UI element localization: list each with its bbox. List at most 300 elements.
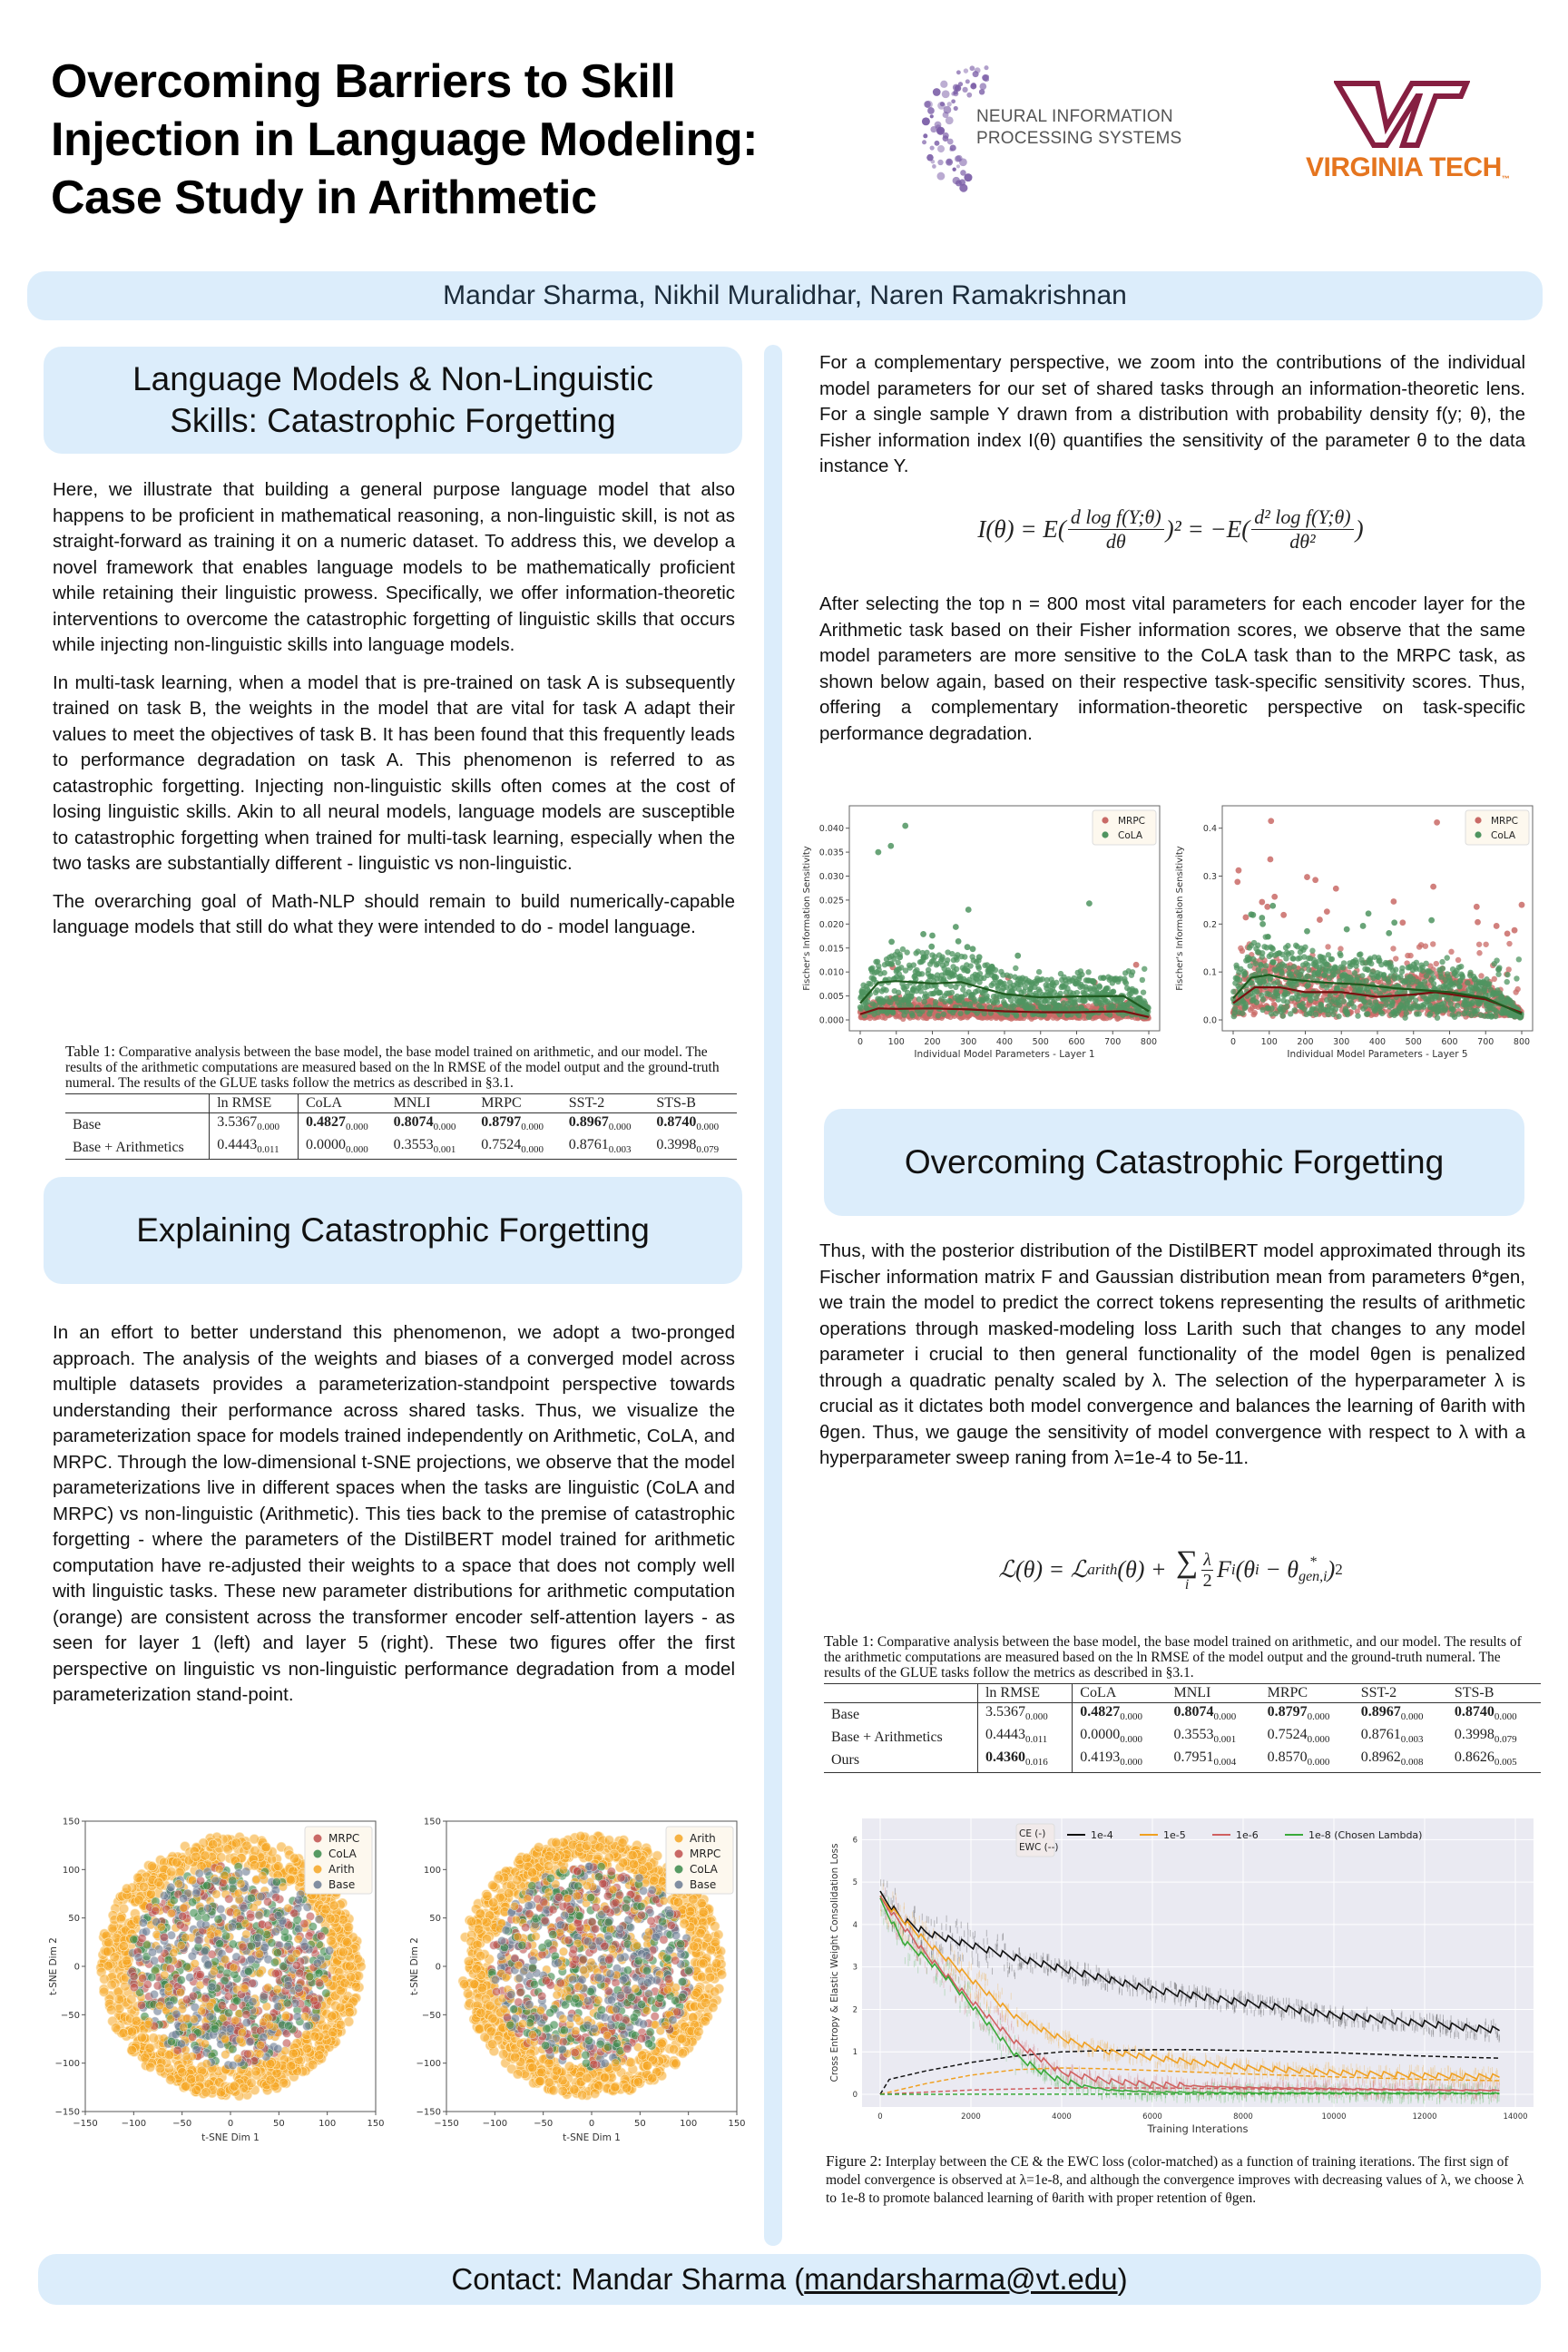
column-header: STS-B <box>649 1094 737 1113</box>
point-arith <box>202 2060 211 2068</box>
point-base <box>623 1986 632 1994</box>
point-arith <box>472 1965 481 1974</box>
table-cell <box>387 1136 475 1160</box>
logo-dot <box>964 173 972 181</box>
logo-dot <box>973 71 979 77</box>
point-mrpc <box>310 1996 318 2004</box>
column-header: CoLA <box>298 1094 386 1113</box>
x-tick-label: 100 <box>318 2119 337 2129</box>
fraction <box>1068 505 1164 554</box>
point-arith <box>139 1882 148 1891</box>
point-base <box>300 1942 309 1950</box>
point-mrpc <box>607 1867 615 1876</box>
point-arith <box>717 1970 726 1979</box>
point-arith <box>221 1955 230 1964</box>
cell-value: 0.8967 <box>568 1114 609 1130</box>
table-cell <box>474 1136 562 1160</box>
title-line: Overcoming Barriers to Skill <box>51 55 676 108</box>
point-base <box>254 1934 262 1942</box>
point-cola <box>656 1994 664 2002</box>
point-cola <box>273 1948 281 1956</box>
legend <box>305 1827 372 1894</box>
legend-label: MRPC <box>328 1832 360 1845</box>
point-arith <box>502 1974 510 1982</box>
point-base <box>274 1911 282 1919</box>
point-arith <box>114 1994 123 2004</box>
point-base <box>556 1921 564 1929</box>
logo-dot <box>924 101 931 108</box>
legend-marker <box>675 1835 683 1843</box>
point-arith <box>145 2063 154 2072</box>
point-arith <box>697 1972 706 1981</box>
point-base <box>325 1946 333 1955</box>
x-tick-label: −150 <box>434 2119 459 2129</box>
point-base <box>594 1974 603 1982</box>
point-base <box>665 1946 673 1955</box>
point-arith <box>157 1923 165 1931</box>
cell-std: 0.000 <box>521 1144 544 1156</box>
point-arith <box>476 2008 485 2017</box>
table-cell <box>562 1113 650 1137</box>
point-arith <box>116 1914 125 1923</box>
row-label: Base <box>73 1117 102 1133</box>
paragraph: In multi-task learning, when a model that is pre-trained on task A is subsequently trained on task B, the weights in the model that are vital for task A adapt their values to meet the objectives of task B. It has been found that this frequently leads to performance degradation on task A. This phenomenon is referred to as catastrophic forgetting. Injecting non-linguistic skills often comes at the cost of losing linguistic skills. Akin to all neural models, language models are susceptible to catastrophic forgetting when trained for multi-task learning, especially when the two tasks are substantially different - linguistic vs non-linguistic. <box>53 671 735 874</box>
point-arith <box>119 1904 128 1913</box>
point-arith <box>466 1916 475 1926</box>
point-mrpc <box>272 1893 280 1901</box>
point-cola <box>220 1976 229 1984</box>
point-arith <box>528 2063 537 2073</box>
table-cell <box>562 1136 650 1160</box>
point-arith <box>710 1987 720 1996</box>
point-mrpc <box>612 1978 620 1986</box>
point-arith <box>137 2033 146 2042</box>
point-arith <box>514 1961 523 1969</box>
point-mrpc <box>176 1921 184 1929</box>
point-arith <box>537 2068 546 2077</box>
y-tick-label: −100 <box>416 2059 441 2070</box>
point-base <box>255 1911 263 1919</box>
point-mrpc <box>549 1906 557 1914</box>
point-base <box>561 1911 569 1919</box>
point-cola <box>211 2024 219 2033</box>
point-cola <box>612 2039 621 2047</box>
point-arith <box>180 2024 188 2032</box>
point-arith <box>100 1975 109 1984</box>
point-arith <box>242 1841 251 1850</box>
logo-dot <box>953 84 960 92</box>
point-mrpc <box>173 2046 181 2054</box>
vt-logo-text <box>1306 152 1509 183</box>
point-base <box>249 1997 257 2005</box>
virginia-tech-logo <box>1293 74 1538 192</box>
point-arith <box>544 1888 553 1896</box>
point-base <box>148 1948 156 1956</box>
table-row <box>65 1113 737 1137</box>
point-arith <box>532 1932 540 1940</box>
tsne-layer5-svg <box>407 1801 760 2155</box>
point-arith <box>327 1936 336 1945</box>
logo-dot <box>922 117 930 125</box>
point-base <box>642 1952 651 1960</box>
table1-left <box>65 1044 737 1160</box>
point-mrpc <box>139 1975 147 1983</box>
logo-dot <box>959 184 967 192</box>
point-mrpc <box>130 1984 138 1992</box>
point-arith <box>608 1945 616 1953</box>
legend-marker <box>314 1881 322 1889</box>
point-arith <box>534 1843 544 1852</box>
point-arith <box>301 2013 309 2021</box>
logo-dot <box>962 87 967 93</box>
point-arith <box>127 2045 136 2054</box>
point-base <box>150 1956 158 1965</box>
point-arith <box>338 1947 348 1956</box>
point-base <box>274 2003 282 2011</box>
point-arith <box>209 1839 218 1848</box>
point-mrpc <box>201 2023 210 2031</box>
point-cola <box>597 1863 605 1871</box>
point-arith <box>273 1985 281 1994</box>
point-arith <box>201 2088 211 2097</box>
point-arith <box>191 2085 201 2094</box>
point-base <box>293 2013 301 2021</box>
point-mrpc <box>160 1933 168 1941</box>
point-cola <box>309 1923 317 1931</box>
point-arith <box>201 1851 210 1860</box>
point-arith <box>257 2041 265 2049</box>
point-arith <box>609 1886 617 1894</box>
point-arith <box>190 2015 198 2024</box>
point-arith <box>527 1868 536 1877</box>
x-tick-label: 100 <box>680 2119 698 2129</box>
x-tick-label: −150 <box>73 2119 98 2129</box>
authors: Mandar Sharma, Nikhil Muralidhar, Naren Ramakrishnan <box>443 280 1127 310</box>
cell-value: 0.8740 <box>656 1114 697 1130</box>
y-tick-label: −150 <box>416 2107 441 2118</box>
point-arith <box>201 2040 209 2048</box>
legend-marker <box>314 1835 322 1843</box>
tsne-layer1-chart <box>45 1801 399 2155</box>
point-cola <box>630 2014 638 2022</box>
point-mrpc <box>571 2048 579 2056</box>
point-cola <box>560 2026 568 2034</box>
section-title-line: Language Models & Non-Linguistic <box>132 360 653 397</box>
point-base <box>607 1996 615 2004</box>
numerator: d log f(Y;θ) <box>1068 505 1164 530</box>
point-arith <box>544 2078 554 2087</box>
point-mrpc <box>615 1891 623 1899</box>
point-mrpc <box>138 1934 146 1942</box>
point-arith <box>673 1897 682 1906</box>
poster-title <box>51 53 867 227</box>
point-arith <box>469 1979 478 1988</box>
point-arith <box>206 2002 214 2010</box>
fisher-layer1-svg <box>800 797 1172 1069</box>
point-cola <box>596 2040 604 2048</box>
point-arith <box>240 1984 249 1993</box>
point-cola <box>224 2009 232 2017</box>
point-base <box>217 1905 225 1913</box>
point-arith <box>649 1876 658 1885</box>
cell-std: 0.003 <box>608 1144 632 1156</box>
paragraph: The overarching goal of Math-NLP should remain to build numerically-capable language models that still do what they were intended to do - model language. <box>53 890 735 937</box>
cell-std: 0.000 <box>521 1122 544 1133</box>
x-axis-label: t-SNE Dim 1 <box>563 2132 621 2143</box>
point-arith <box>677 2034 686 2043</box>
right-after <box>819 592 1525 759</box>
point-arith <box>145 2043 154 2053</box>
point-arith <box>241 1919 250 1927</box>
point-arith <box>220 1871 229 1879</box>
point-base <box>612 2005 621 2014</box>
results-table <box>65 1093 737 1160</box>
point-arith <box>230 1964 238 1972</box>
point-arith <box>286 2062 295 2071</box>
point-arith <box>573 1892 581 1900</box>
point-cola <box>528 1964 536 1972</box>
point-mrpc <box>290 1909 299 1917</box>
point-arith <box>176 1988 184 1996</box>
point-arith <box>696 1928 705 1937</box>
logo-dot <box>922 140 926 144</box>
point-arith <box>535 2076 544 2085</box>
point-mrpc <box>492 1987 500 1995</box>
point-arith <box>336 2020 345 2029</box>
point-mrpc <box>647 1916 655 1925</box>
point-mrpc <box>554 1893 563 1901</box>
point-mrpc <box>667 1921 675 1929</box>
point-base <box>194 1936 202 1945</box>
x-tick-label: −100 <box>121 2119 147 2129</box>
point-base <box>283 1942 291 1950</box>
point-arith <box>107 2005 116 2014</box>
x-tick-label: 50 <box>272 2119 285 2129</box>
point-mrpc <box>264 1921 272 1929</box>
point-arith <box>210 1967 218 1975</box>
point-base <box>295 1984 303 1992</box>
logo-dot <box>932 164 936 169</box>
cell-value: 0.7524 <box>481 1137 522 1153</box>
cell-value: 0.3553 <box>393 1137 434 1153</box>
point-arith <box>574 1983 583 1991</box>
point-arith <box>329 1901 338 1910</box>
point-arith <box>544 2058 554 2067</box>
point-arith <box>147 1861 156 1870</box>
point-base <box>604 1932 612 1940</box>
logo-dot <box>936 172 945 181</box>
point-arith <box>191 1852 201 1861</box>
point-mrpc <box>623 2044 632 2053</box>
point-arith <box>247 2078 256 2087</box>
point-arith <box>279 2078 288 2087</box>
point-mrpc <box>570 1945 578 1954</box>
point-mrpc <box>540 1898 548 1906</box>
legend-label: CoLA <box>328 1847 357 1860</box>
point-arith <box>552 2066 561 2075</box>
point-arith <box>141 2053 150 2063</box>
point-arith <box>499 2050 508 2059</box>
point-arith <box>559 1866 567 1874</box>
point-mrpc <box>617 1874 625 1882</box>
point-cola <box>622 1904 630 1912</box>
point-arith <box>632 1941 641 1949</box>
point-base <box>652 1933 660 1941</box>
point-mrpc <box>130 1973 138 1981</box>
point-mrpc <box>166 1965 174 1973</box>
point-arith <box>266 2075 275 2084</box>
point-base <box>313 1959 321 1967</box>
point-arith <box>604 1853 613 1862</box>
point-cola <box>546 1874 554 1882</box>
logo-dot <box>956 70 961 74</box>
point-arith <box>286 1876 295 1885</box>
cell-value: 0.3998 <box>656 1137 697 1153</box>
authors-bar <box>27 271 1543 320</box>
point-arith <box>119 2028 128 2037</box>
point-arith <box>340 1978 349 1987</box>
logo-dot <box>952 167 956 171</box>
formula-part: )² = −E( <box>1165 514 1250 543</box>
point-mrpc <box>243 2050 251 2058</box>
x-tick-label: 150 <box>728 2119 746 2129</box>
point-arith <box>712 1959 721 1968</box>
y-tick-label: −50 <box>421 2010 441 2021</box>
point-cola <box>322 1989 330 1997</box>
point-arith <box>180 1904 188 1912</box>
x-tick-label: 0 <box>588 2119 595 2129</box>
y-tick-label: −150 <box>54 2107 80 2118</box>
point-mrpc <box>579 1955 587 1964</box>
point-cola <box>284 2022 292 2030</box>
point-arith <box>612 2059 620 2067</box>
point-base <box>491 1975 499 1984</box>
point-mrpc <box>592 1903 600 1911</box>
logo-dot <box>931 160 936 164</box>
point-base <box>274 2044 282 2053</box>
point-base <box>639 2020 647 2028</box>
point-arith <box>223 1845 232 1854</box>
logo-dot <box>930 145 935 150</box>
point-arith <box>188 1877 196 1885</box>
neurips-logo <box>916 62 1216 198</box>
point-base <box>590 2024 598 2033</box>
point-cola <box>584 2036 593 2044</box>
point-arith <box>238 2029 246 2037</box>
point-cola <box>223 1969 231 1977</box>
point-base <box>652 1976 661 1984</box>
point-base <box>666 1909 674 1917</box>
point-arith <box>647 2073 656 2082</box>
logo-dot <box>979 89 985 94</box>
fraction <box>1251 505 1353 554</box>
point-base <box>247 1955 255 1964</box>
point-cola <box>283 1999 291 2007</box>
point-cola <box>604 2043 612 2051</box>
title-line: Case Study in Arithmetic <box>51 172 597 224</box>
table-row <box>65 1136 737 1160</box>
point-arith <box>699 1959 708 1968</box>
section-title: Explaining Catastrophic Forgetting <box>136 1211 650 1249</box>
logo-dot <box>940 81 947 88</box>
y-tick-label: 50 <box>68 1914 80 1925</box>
point-arith <box>132 2016 141 2025</box>
point-base <box>284 1982 292 1990</box>
column-header: ln RMSE <box>210 1094 299 1113</box>
point-arith <box>663 1985 671 1994</box>
y-tick-label: 100 <box>423 1865 441 1876</box>
point-mrpc <box>305 1932 313 1940</box>
point-arith <box>610 2082 619 2092</box>
point-arith <box>251 2067 260 2076</box>
point-base <box>260 1993 268 2001</box>
point-cola <box>543 2024 551 2033</box>
point-arith <box>504 1888 513 1897</box>
logo-dot <box>947 102 952 106</box>
point-arith <box>289 2049 298 2058</box>
point-cola <box>586 1894 594 1902</box>
point-base <box>619 1975 627 1984</box>
point-arith <box>234 2054 242 2063</box>
point-arith <box>99 1987 108 1996</box>
paragraph: In an effort to better understand this phenomenon, we adopt a two-pronged approach. The analysis of the weights and biases of a converged model across multiple datasets provides a parameterization-standpoint perspective towards understanding their performance across shared tasks. Thus, we visualize the parameterization space for models trained independently on Arithmetic, CoLA, and MRPC. Through the low-dimensional t-SNE projections, we observe that the model parameterizations live in different spaces when the tasks are linguistic (CoLA and MRPC) vs non-linguistic (Arithmetic). This ties back to the premise of catastrophic forgetting - where the parameters of the DistilBERT model trained for arithmetic computation have re-adjusted their weights to a space that does not comply well with linguistic tasks. These new parameter distributions for arithmetic computation (orange) are consistent across the transformer encoder self-attention layers - as seen for layer 1 (left) and layer 5 (right). These two figures offer the first perspective on linguistic vs non-linguistic performance degradation from a model parameterization stand-point. <box>53 1322 735 1705</box>
cell-std: 0.011 <box>257 1144 279 1156</box>
point-base <box>167 1883 175 1891</box>
point-arith <box>256 1969 264 1977</box>
point-arith <box>281 2013 289 2021</box>
point-mrpc <box>572 1955 580 1964</box>
point-mrpc <box>590 2060 598 2068</box>
point-base <box>616 1954 624 1962</box>
point-arith <box>108 1924 117 1933</box>
point-arith <box>485 2001 495 2010</box>
section1-body <box>53 477 735 953</box>
x-tick-label: −100 <box>482 2119 508 2129</box>
point-arith <box>181 1934 190 1942</box>
point-arith <box>706 1945 715 1955</box>
point-arith <box>488 2014 497 2023</box>
point-arith <box>230 2082 239 2091</box>
point-mrpc <box>525 1910 534 1918</box>
point-arith <box>476 1951 485 1960</box>
point-arith <box>260 2018 268 2026</box>
point-cola <box>177 1975 185 1984</box>
y-axis-label: t-SNE Dim 2 <box>48 1937 59 1995</box>
point-arith <box>500 2005 508 2014</box>
point-arith <box>626 2058 635 2067</box>
point-arith <box>164 1983 172 1991</box>
logo-dot <box>942 90 950 98</box>
point-base <box>208 1983 216 1991</box>
point-cola <box>272 1877 280 1886</box>
point-base <box>134 1954 142 1962</box>
point-mrpc <box>638 2034 646 2043</box>
point-arith <box>558 2086 567 2095</box>
fisher-layer1-chart <box>800 797 1172 1069</box>
point-arith <box>250 1846 260 1855</box>
point-base <box>240 1904 248 1912</box>
point-arith <box>706 1973 715 1982</box>
point-arith <box>127 2027 136 2036</box>
point-cola <box>604 1918 612 1926</box>
point-arith <box>336 2003 345 2012</box>
legend-label: CoLA <box>690 1863 718 1876</box>
legend-label: Base <box>328 1878 356 1891</box>
point-base <box>192 1889 201 1897</box>
point-base <box>502 1926 510 1935</box>
section-header-language-models <box>44 347 742 454</box>
vt-mark-icon <box>1334 80 1470 149</box>
